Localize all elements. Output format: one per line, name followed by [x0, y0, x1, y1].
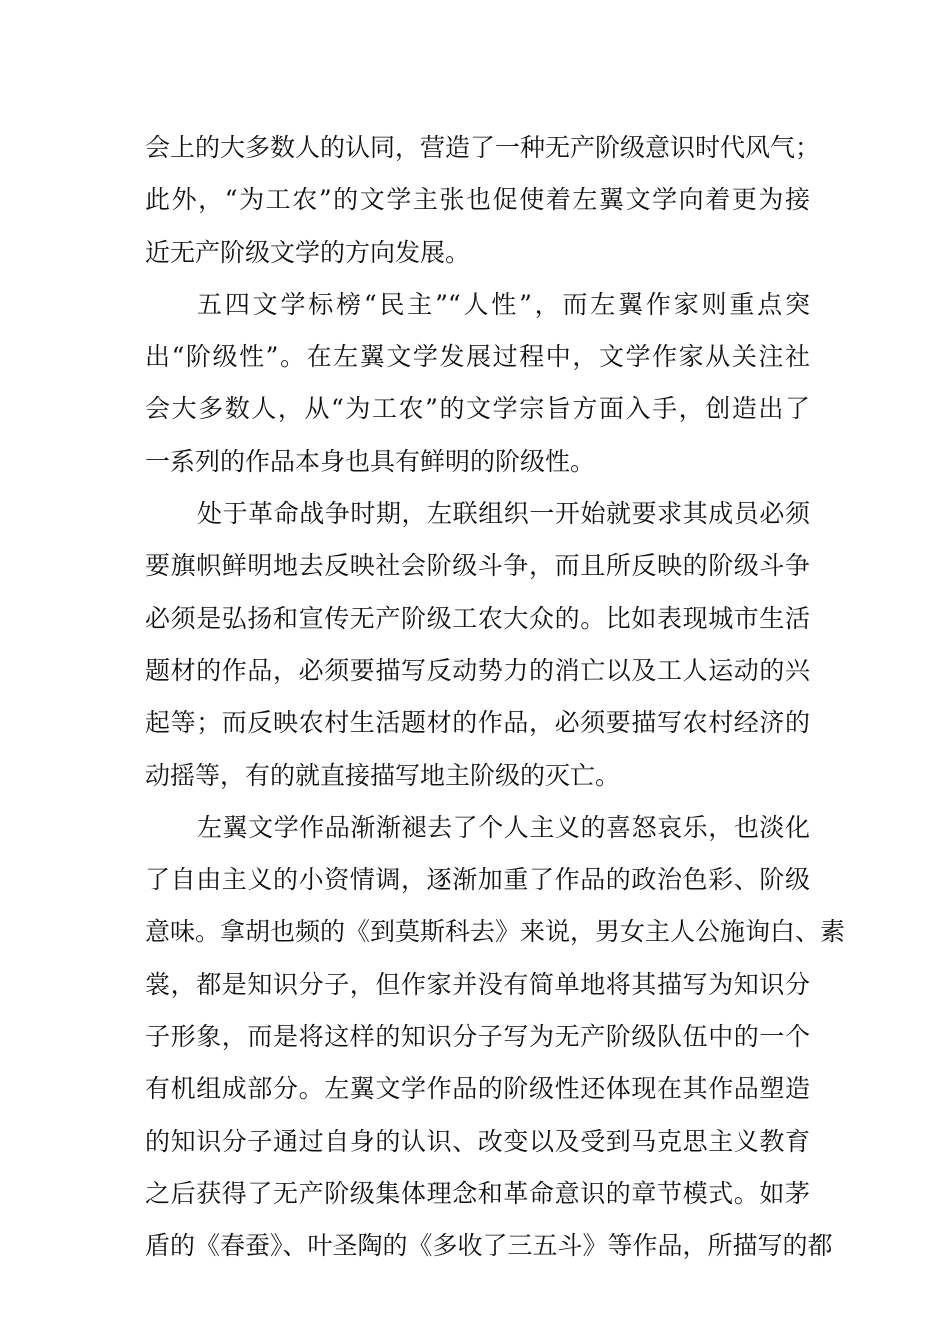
text-line: 会大多数人，从“为工农”的文学宗旨方面入手，创造出了: [145, 394, 810, 424]
text-line: 盾的《春蚕》、叶圣陶的《多收了三五斗》等作品，所描写的都: [145, 1231, 833, 1261]
text-line: 子形象，而是将这样的知识分子写为无产阶级队伍中的一个: [145, 1022, 810, 1052]
paragraph-first-line: 左翼文学作品渐渐褪去了个人主义的喜怒哀乐，也淡化: [197, 812, 810, 842]
text-line: 要旗帜鲜明地去反映社会阶级斗争，而且所反映的阶级斗争: [145, 551, 810, 581]
text-line: 裳，都是知识分子，但作家并没有简单地将其描写为知识分: [145, 969, 810, 999]
text-line: 近无产阶级文学的方向发展。: [145, 237, 471, 267]
text-line: 起等；而反映农村生活题材的作品，必须要描写农村经济的: [145, 708, 810, 738]
paragraph-first-line: 五四文学标榜“民主”“人性”，而左翼作家则重点突: [197, 289, 810, 319]
text-line: 动摇等，有的就直接描写地主阶级的灭亡。: [145, 760, 621, 790]
text-line: 此外，“为工农”的文学主张也促使着左翼文学向着更为接: [145, 185, 810, 215]
text-line: 之后获得了无产阶级集体理念和革命意识的章节模式。如茅: [145, 1178, 810, 1208]
text-line: 题材的作品，必须要描写反动势力的消亡以及工人运动的兴: [145, 655, 810, 685]
text-line: 的知识分子通过自身的认识、改变以及受到马克思主义教育: [145, 1126, 810, 1156]
text-line: 必须是弘扬和宣传无产阶级工农大众的。比如表现城市生活: [145, 603, 810, 633]
text-line: 有机组成部分。左翼文学作品的阶级性还体现在其作品塑造: [145, 1074, 810, 1104]
text-line: 一系列的作品本身也具有鲜明的阶级性。: [145, 446, 596, 476]
text-line: 出“阶级性”。在左翼文学发展过程中，文学作家从关注社: [145, 342, 810, 372]
paragraph-first-line: 处于革命战争时期，左联组织一开始就要求其成员必须: [197, 499, 810, 529]
text-line: 了自由主义的小资情调，逐渐加重了作品的政治色彩、阶级: [145, 865, 810, 895]
document-body: [145, 122, 846, 1273]
text-line: 意味。拿胡也频的《到莫斯科去》来说，男女主人公施询白、素: [145, 917, 846, 947]
text-line: 会上的大多数人的认同，营造了一种无产阶级意识时代风气；: [145, 133, 821, 162]
